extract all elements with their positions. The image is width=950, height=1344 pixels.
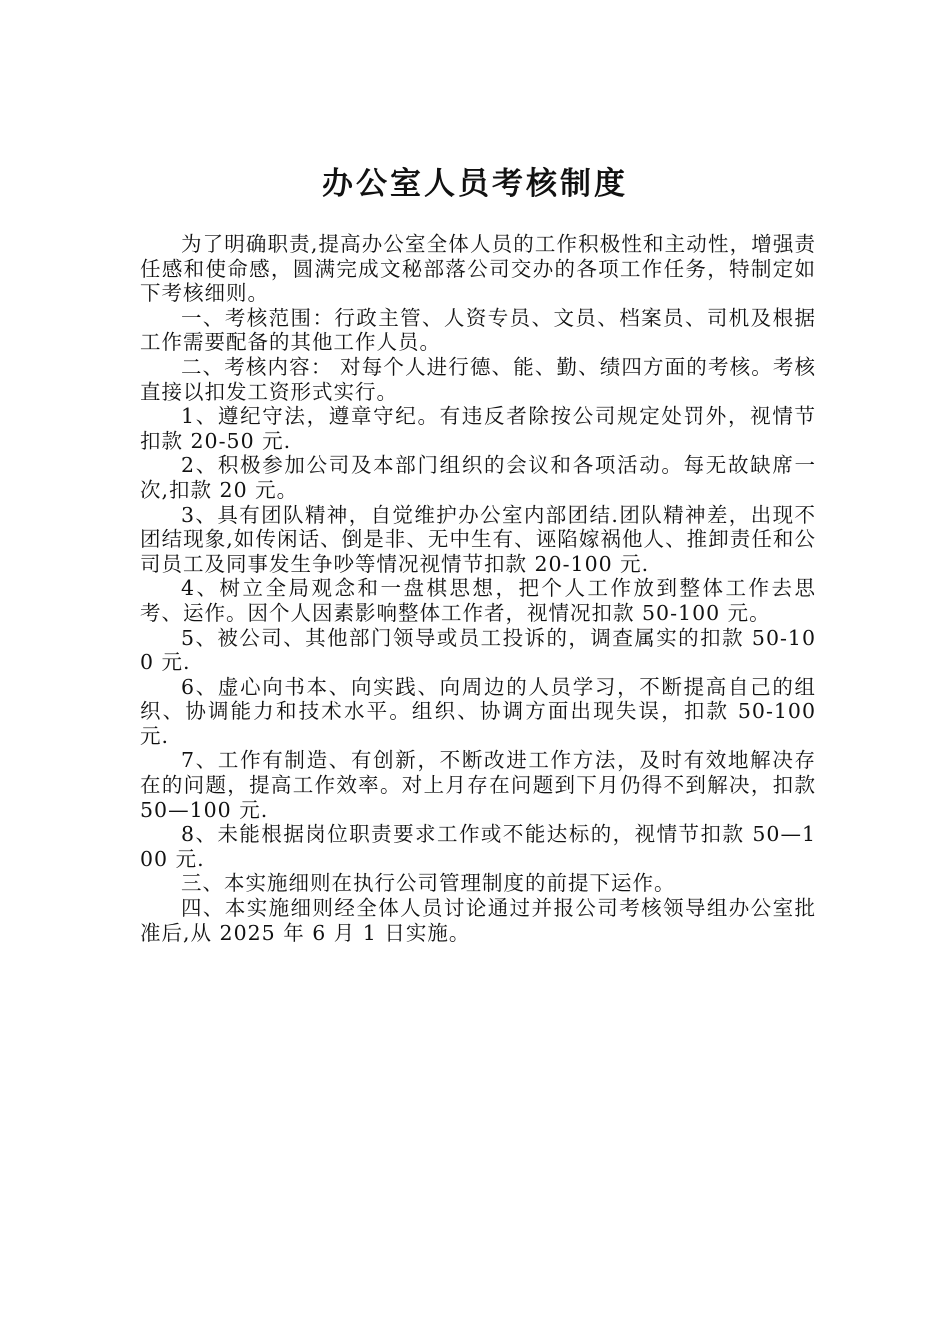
paragraph-item-2: 2、积极参加公司及本部门组织的会议和各项活动。每无故缺席一次,扣款 20 元。	[140, 453, 816, 502]
paragraph-intro: 为了明确职责,提高办公室全体人员的工作积极性和主动性，增强责任感和使命感，圆满完成文秘部落公司交办的各项工作任务，特制定如下考核细则。	[140, 232, 816, 306]
document-title: 办公室人员考核制度	[322, 166, 628, 202]
document-body	[140, 232, 816, 945]
paragraph-item-1: 1、遵纪守法，遵章守纪。有违反者除按公司规定处罚外，视情节扣款 20-50 元.	[140, 404, 816, 453]
paragraph-section-4: 四、本实施细则经全体人员讨论通过并报公司考核领导组办公室批准后,从 2025 年 6 月 1 日实施。	[140, 896, 816, 945]
paragraph-section-3: 三、本实施细则在执行公司管理制度的前提下运作。	[181, 871, 676, 896]
paragraph-item-6: 6、虚心向书本、向实践、向周边的人员学习，不断提高自己的组织、协调能力和技术水平。组织、协调方面出现失误，扣款 50-100 元.	[140, 674, 816, 748]
paragraph-item-5: 5、被公司、其他部门领导或员工投诉的，调查属实的扣款 50-100 元.	[140, 625, 816, 675]
paragraph-content: 二、考核内容： 对每个人进行德、能、勤、绩四方面的考核。考核直接以扣发工资形式实行。	[140, 354, 816, 404]
paragraph-item-7: 7、工作有制造、有创新，不断改进工作方法，及时有效地解决存在的问题，提高工作效率。对上月存在问题到下月仍得不到解决，扣款 50—100 元.	[140, 748, 816, 822]
paragraph-item-3: 3、具有团队精神，自觉维护办公室内部团结.团队精神差，出现不团结现象,如传闲话、倒是非、无中生有、诬陷嫁祸他人、推卸责任和公司员工及同事发生争吵等情况视情节扣款 20-100 元.	[140, 502, 816, 576]
paragraph-scope: 一、考核范围：行政主管、人资专员、文员、档案员、司机及根据工作需要配备的其他工作人员。	[140, 305, 816, 355]
paragraph-item-8: 8、未能根据岗位职责要求工作或不能达标的，视情节扣款 50—100 元.	[140, 822, 816, 871]
paragraph-item-4: 4、树立全局观念和一盘棋思想，把个人工作放到整体工作去思考、运作。因个人因素影响整体工作者，视情况扣款 50-100 元。	[140, 576, 816, 625]
